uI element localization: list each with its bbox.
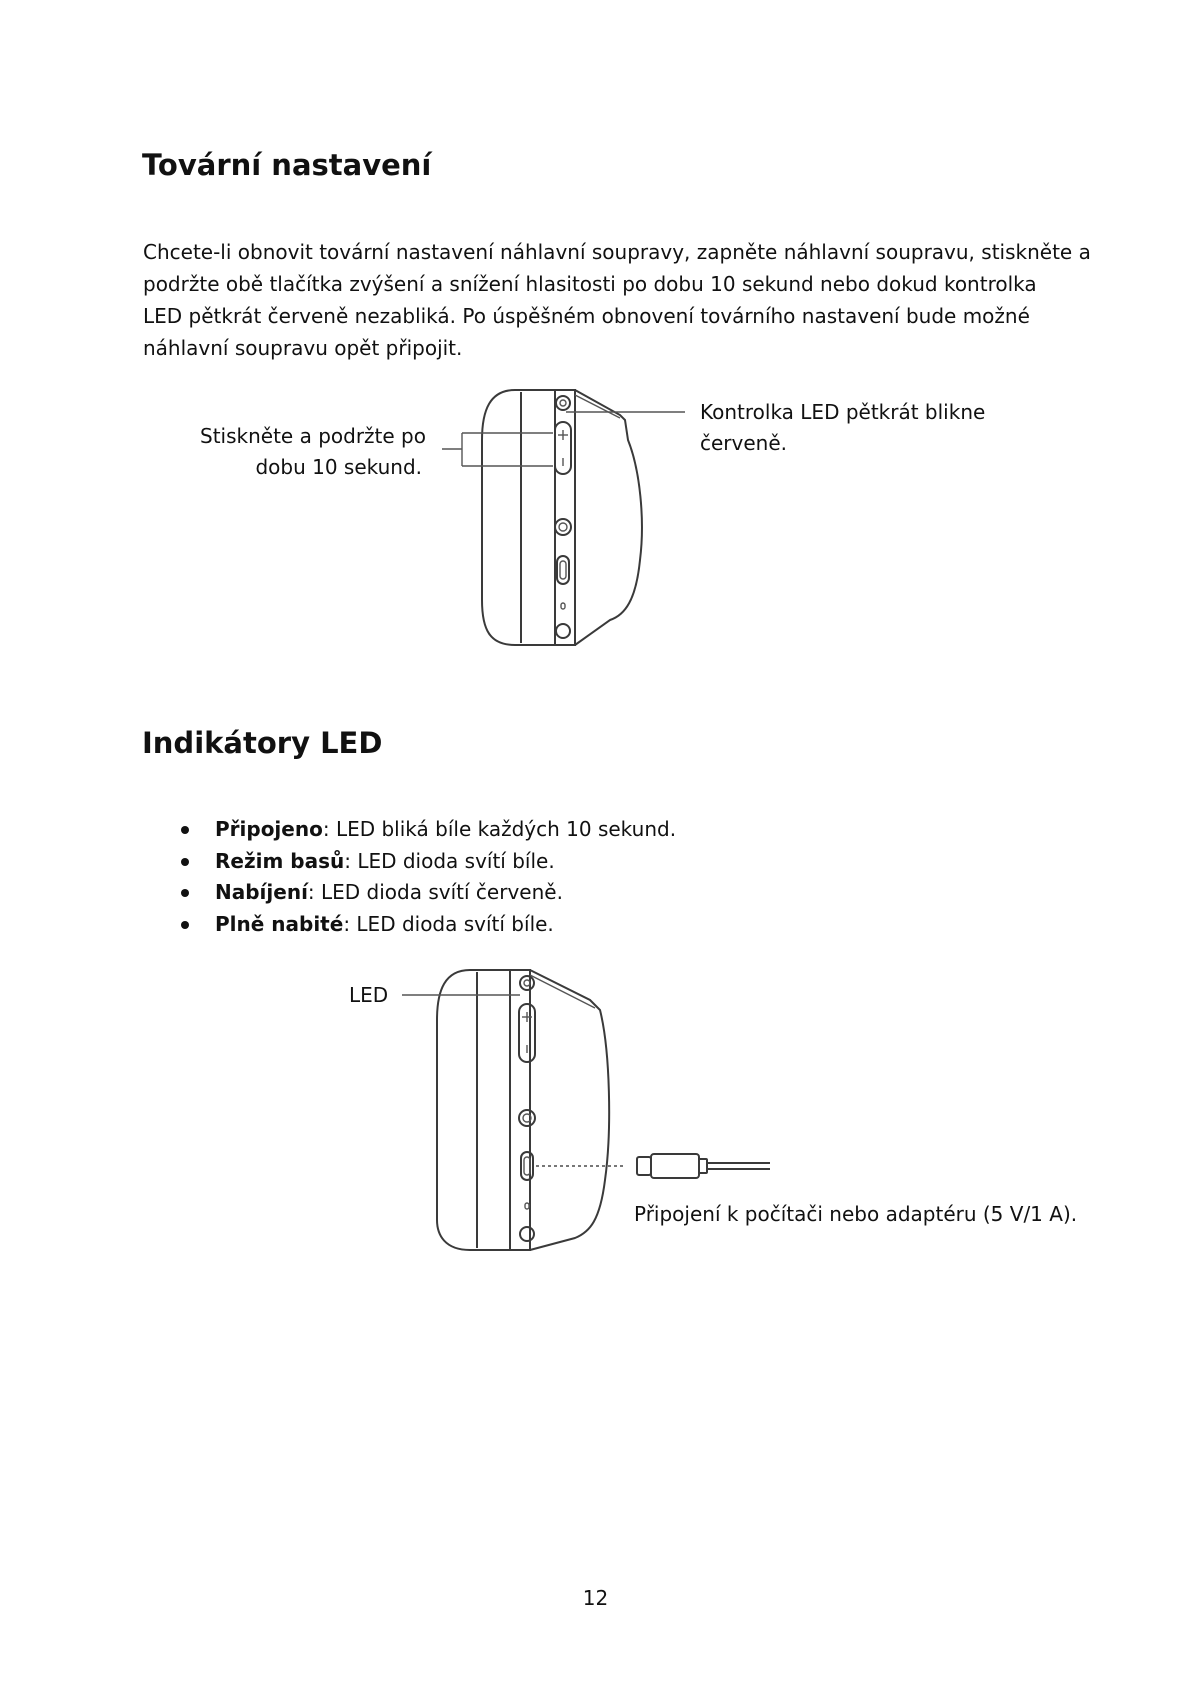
callout-line: červeně. [700, 431, 788, 455]
page-number: 12 [582, 1586, 609, 1610]
factory-reset-title: Tovární nastavení [142, 148, 432, 182]
paragraph-line: náhlavní soupravu opět připojit. [143, 336, 463, 360]
usb-port [521, 1152, 533, 1180]
led-indicators-title: Indikátory LED [142, 726, 383, 760]
paragraph-line: LED pětkrát červeně nezabliká. Po úspěšném obnovení továrního nastavení bude možné [143, 304, 1030, 328]
item-text: : LED dioda svítí bíle. [343, 911, 554, 936]
earcup-outline [437, 970, 530, 1250]
callout-line: dobu 10 sekund. [255, 455, 422, 479]
callout-line: Kontrolka LED pětkrát blikne [700, 400, 986, 424]
item-label: Režim basů [215, 848, 345, 873]
callout-connection: Připojení k počítači nebo adaptéru (5 V/1 A). [634, 1202, 1078, 1226]
callout-line: Stiskněte a podržte po [200, 424, 426, 448]
item-label: Plně nabité [215, 911, 344, 936]
audio-jack [519, 1110, 535, 1126]
paragraph-line: Chcete-li obnovit tovární nastavení náhlavní soupravy, zapněte náhlavní soupravu, stiskněte a [143, 240, 1091, 264]
item-text: : LED dioda svítí červeně. [307, 880, 563, 904]
side-panel [530, 970, 609, 1250]
paragraph-line: podržte obě tlačítka zvýšení a snížení hlasitosti po dobu 10 sekund nebo dokud kontrolka [143, 272, 1037, 296]
item-text: : LED bliká bíle každých 10 sekund. [322, 817, 677, 841]
item-label: Připojeno [215, 817, 323, 841]
usb-cable-plug [637, 1157, 651, 1175]
item-text: : LED dioda svítí bíle. [344, 848, 555, 873]
callout-led: LED [349, 983, 389, 1007]
item-label: Nabíjení [215, 880, 308, 904]
